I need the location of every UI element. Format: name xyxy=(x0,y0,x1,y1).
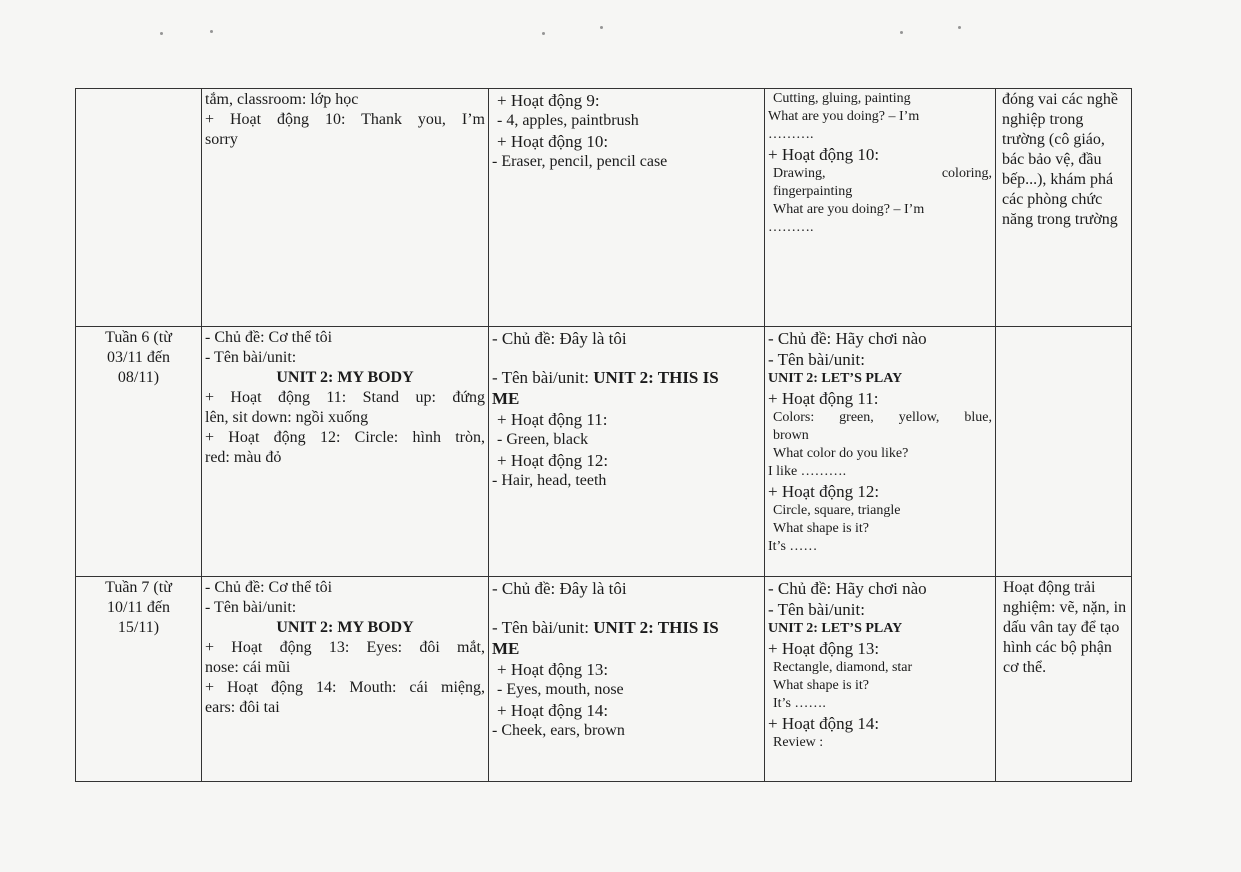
cell-line: fingerpainting xyxy=(773,184,853,199)
week-cell xyxy=(76,327,202,577)
unit-title: UNIT 2: LET’S PLAY xyxy=(768,371,903,386)
kindergarten-cell xyxy=(765,577,996,782)
kindergarten-cell xyxy=(765,89,996,327)
cell-line: What are you doing? – I’m xyxy=(773,202,925,217)
unit-title: ME xyxy=(492,639,520,658)
cell-line xyxy=(768,165,992,183)
week-cell xyxy=(76,89,202,327)
cell-line: + Hoạt động 11: xyxy=(768,389,879,408)
week-label: Tuần 7 (từ 10/11 đến 15/11) xyxy=(105,579,172,636)
cell-line: + Hoạt động 13: Eyes: đôi mắt, xyxy=(205,639,485,656)
table-row xyxy=(76,89,1132,327)
cell-line: + Hoạt động 11: xyxy=(497,410,608,429)
cell-line: + Hoạt động 10: xyxy=(768,145,880,164)
cell-label: - Tên bài/unit: xyxy=(492,618,589,637)
cell-line: + Hoạt động 14: xyxy=(768,714,880,733)
experience-cell xyxy=(996,327,1132,577)
nursery-cell xyxy=(202,327,489,577)
cell-line: + Hoạt động 12: xyxy=(768,482,880,501)
experience-cell xyxy=(996,89,1132,327)
cell-text: đóng vai các nghề nghiệp trong trường (cô giáo, bác bảo vệ, đầu bếp...), khám phá các phòng chức năng trong trường xyxy=(1002,91,1118,228)
preschool-cell xyxy=(489,89,765,327)
experience-cell xyxy=(996,577,1132,782)
cell-line: + Hoạt động 10: xyxy=(497,132,609,151)
table-row xyxy=(76,327,1132,577)
scan-speck xyxy=(210,30,213,33)
cell-line: - Cheek, ears, brown xyxy=(492,722,625,739)
cell-line: - Chủ đề: Đây là tôi xyxy=(492,579,627,598)
nursery-cell xyxy=(202,577,489,782)
cell-line xyxy=(492,617,761,638)
preschool-cell xyxy=(489,577,765,782)
cell-line: Review : xyxy=(773,735,824,750)
table-row xyxy=(76,577,1132,782)
cell-word: Drawing, xyxy=(773,166,826,181)
cell-line: - Chủ đề: Hãy chơi nào xyxy=(768,579,927,598)
cell-line: It’s ……. xyxy=(773,696,826,711)
cell-line: ………. xyxy=(768,220,814,235)
cell-word: coloring, xyxy=(941,166,992,181)
cell-line: What color do you like? xyxy=(773,446,909,461)
cell-line: What are you doing? – I’m xyxy=(768,109,920,124)
cell-text: Hoạt động trải nghiệm: vẽ, nặn, in dấu vân tay để tạo hình các bộ phận cơ thể. xyxy=(1003,579,1127,676)
cell-line: - Chủ đề: Cơ thể tôi xyxy=(205,579,333,596)
cell-line: - 4, apples, paintbrush xyxy=(497,112,639,129)
cell-line: + Hoạt động 12: xyxy=(497,451,609,470)
cell-line: What shape is it? xyxy=(773,678,870,693)
week-label: Tuần 6 (từ 03/11 đến 08/11) xyxy=(105,329,172,386)
unit-title: UNIT 2: LET’S PLAY xyxy=(768,621,903,636)
preschool-cell xyxy=(489,327,765,577)
unit-title: UNIT 2: MY BODY xyxy=(276,619,414,636)
cell-line: Colors: green, yellow, blue, xyxy=(773,410,992,425)
cell-line: Cutting, gluing, painting xyxy=(773,91,911,106)
cell-line: I like ………. xyxy=(768,464,847,479)
scan-speck xyxy=(542,32,545,35)
cell-line: - Eyes, mouth, nose xyxy=(497,681,624,698)
cell-line: - Chủ đề: Cơ thể tôi xyxy=(205,329,333,346)
cell-line: ears: đôi tai xyxy=(205,699,280,716)
cell-line: + Hoạt động 9: xyxy=(497,91,600,110)
kindergarten-cell xyxy=(765,327,996,577)
week-cell xyxy=(76,577,202,782)
nursery-cell xyxy=(202,89,489,327)
cell-line: - Hair, head, teeth xyxy=(492,472,607,489)
cell-line: tắm, classroom: lớp học xyxy=(205,91,359,108)
cell-line: + Hoạt động 13: xyxy=(497,660,609,679)
cell-line: - Chủ đề: Đây là tôi xyxy=(492,329,627,348)
cell-line: Rectangle, diamond, star xyxy=(773,660,913,675)
cell-line: - Tên bài/unit: xyxy=(205,599,297,616)
unit-title: UNIT 2: MY BODY xyxy=(276,369,414,386)
cell-line: brown xyxy=(773,428,809,443)
cell-line: nose: cái mũi xyxy=(205,659,291,676)
scan-speck xyxy=(958,26,961,29)
cell-line: sorry xyxy=(205,131,238,148)
cell-line xyxy=(492,367,761,388)
scan-speck xyxy=(900,31,903,34)
cell-line: - Tên bài/unit: xyxy=(768,350,865,369)
cell-line: + Hoạt động 14: xyxy=(497,701,609,720)
cell-line: ………. xyxy=(768,127,814,142)
cell-line: + Hoạt động 12: Circle: hình tròn, xyxy=(205,429,485,446)
cell-line: - Chủ đề: Hãy chơi nào xyxy=(768,329,927,348)
cell-line: Circle, square, triangle xyxy=(773,503,901,518)
lesson-plan-table xyxy=(75,88,1132,782)
scan-speck xyxy=(160,32,163,35)
scan-speck xyxy=(600,26,603,29)
cell-line: What shape is it? xyxy=(773,521,870,536)
cell-line: + Hoạt động 13: xyxy=(768,639,880,658)
cell-line: red: màu đỏ xyxy=(205,449,282,466)
unit-title: UNIT 2: THIS IS xyxy=(593,368,719,387)
cell-line: - Eraser, pencil, pencil case xyxy=(492,153,668,170)
cell-line: lên, sit down: ngồi xuống xyxy=(205,409,369,426)
unit-title: ME xyxy=(492,389,520,408)
cell-line: + Hoạt động 14: Mouth: cái miệng, xyxy=(205,679,485,696)
unit-title: UNIT 2: THIS IS xyxy=(593,618,719,637)
cell-label: - Tên bài/unit: xyxy=(492,368,589,387)
cell-line: + Hoạt động 10: Thank you, I’m xyxy=(205,111,485,128)
cell-line: + Hoạt động 11: Stand up: đứng xyxy=(205,389,485,406)
cell-line: - Tên bài/unit: xyxy=(205,349,297,366)
cell-line: - Tên bài/unit: xyxy=(768,600,865,619)
cell-line: - Green, black xyxy=(497,431,589,448)
cell-line: It’s …… xyxy=(768,539,818,554)
